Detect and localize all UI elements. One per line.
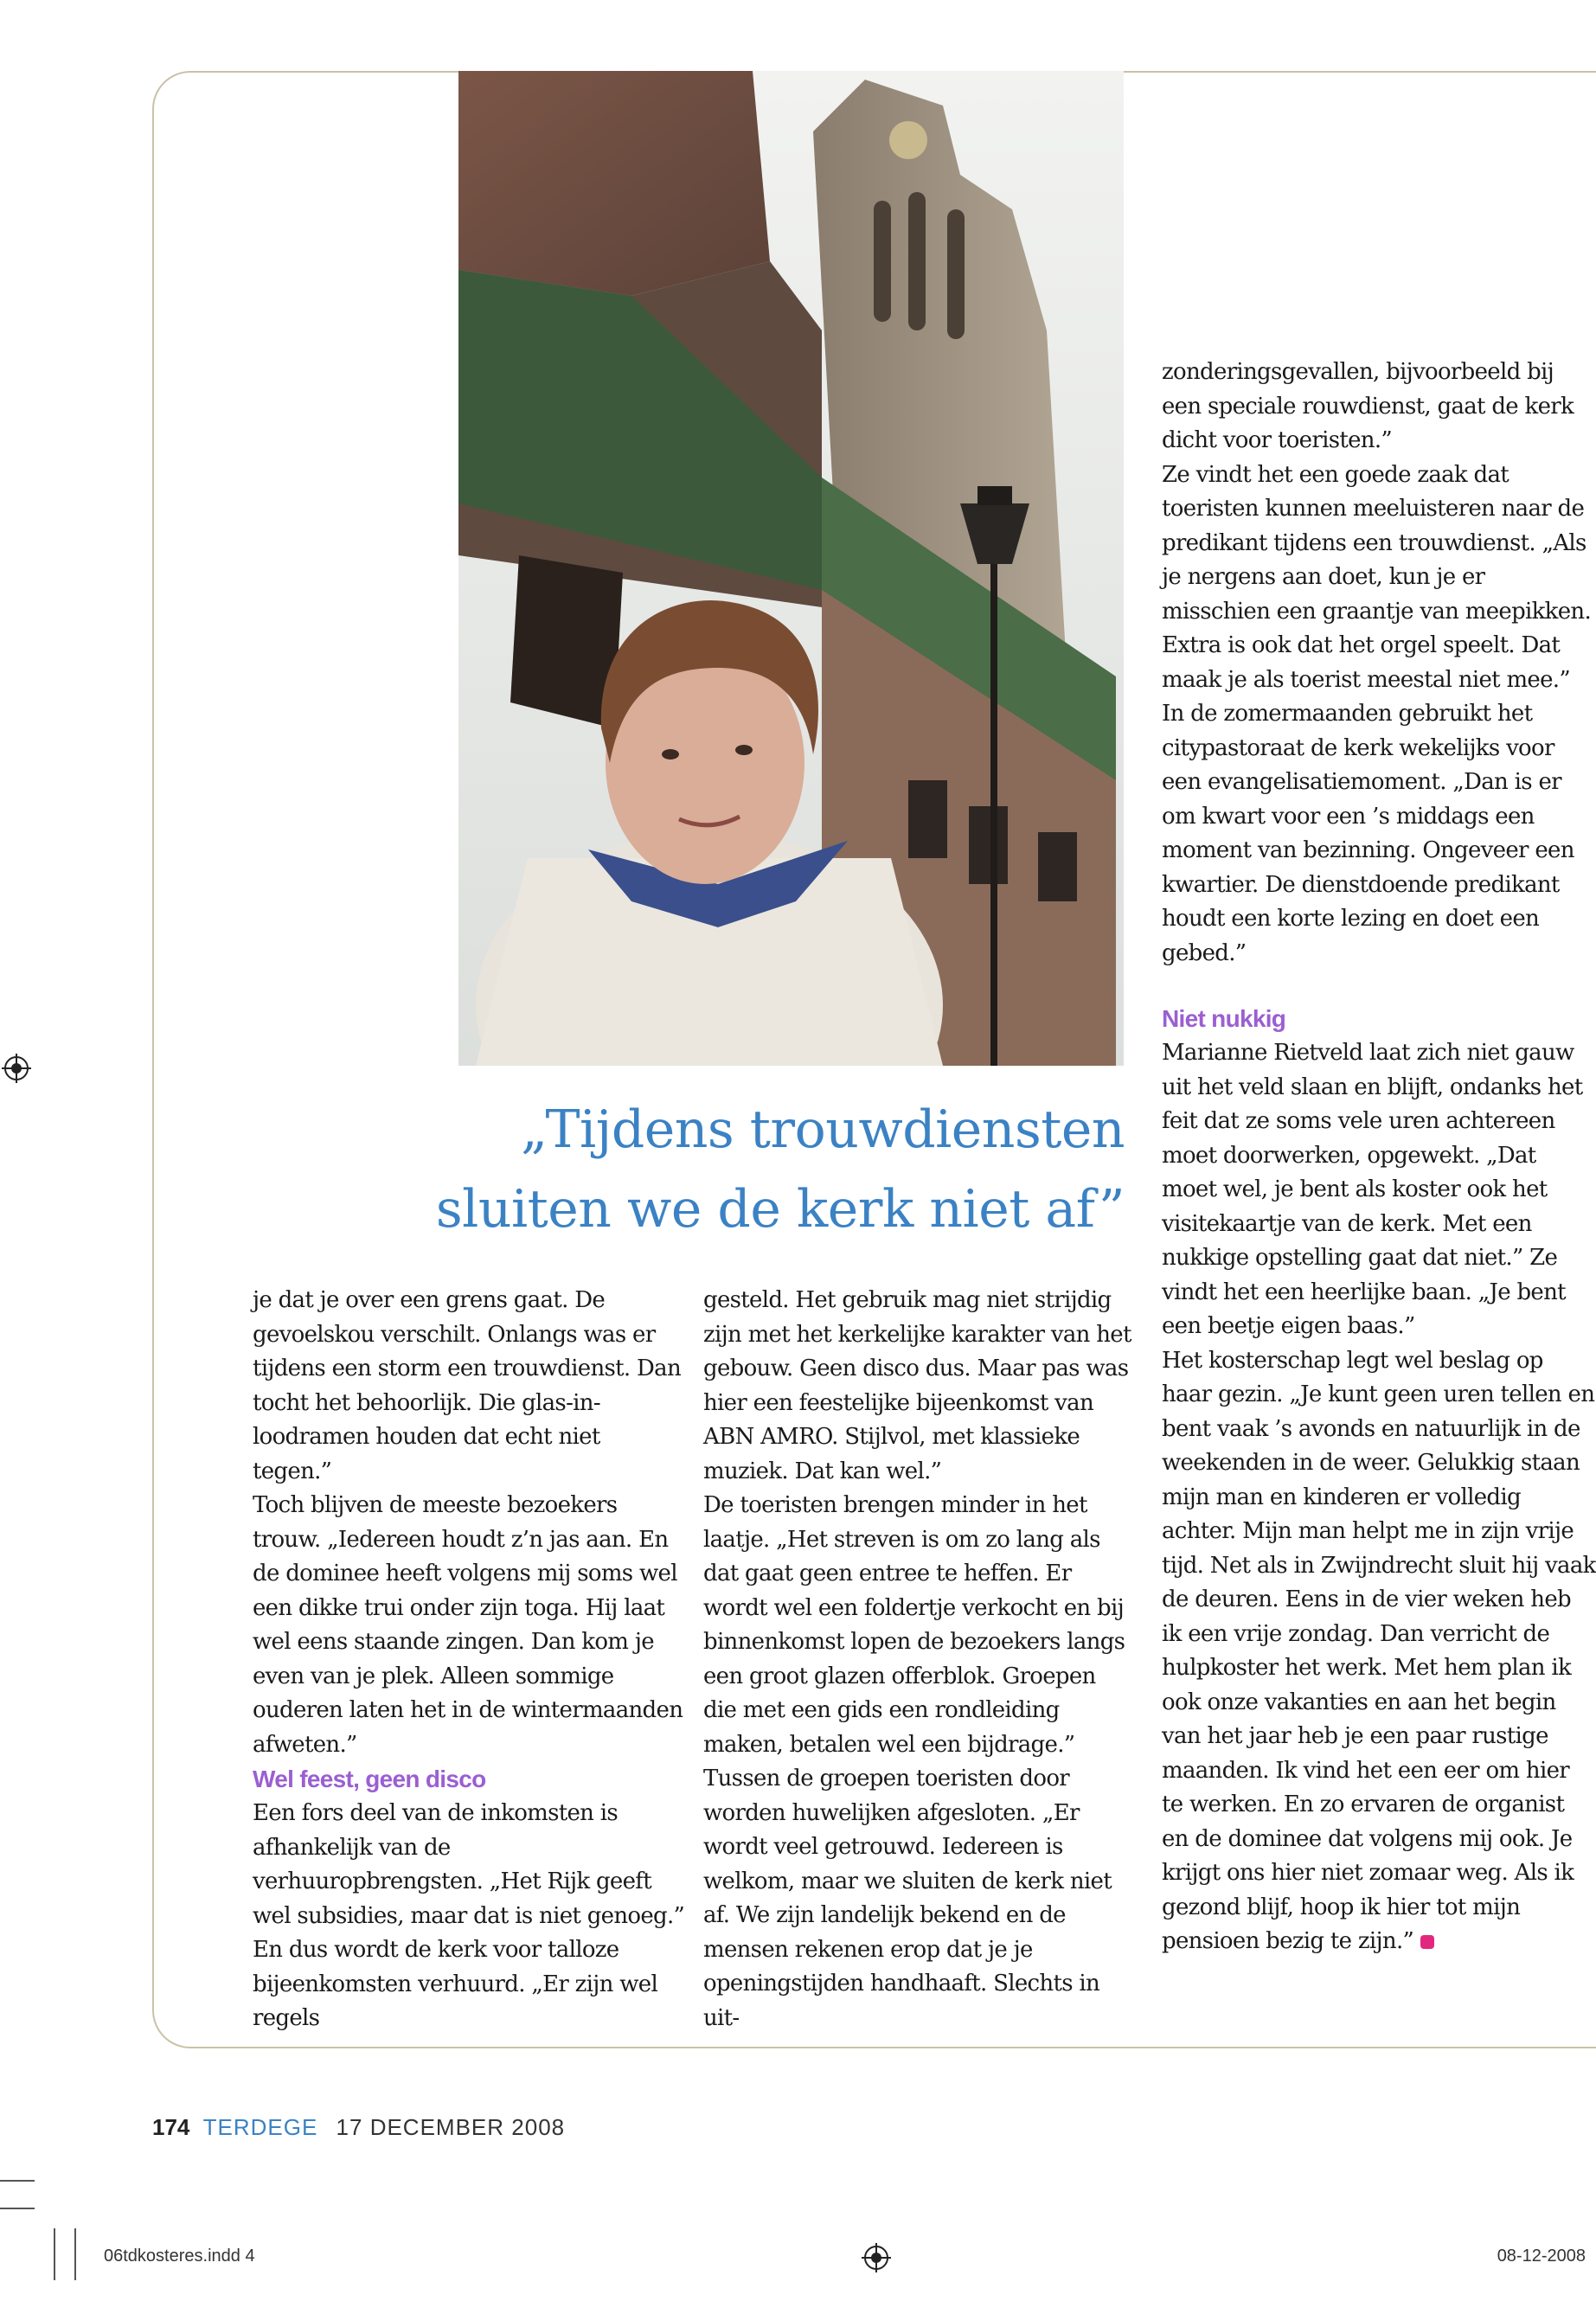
registration-mark-icon [2,1054,31,1083]
paragraph: Ze vindt het een goede zaak dat toeristen kunnen meeluisteren naar de predikant tijdens een trouwdienst. „Als je nergens aan doet, kun je er misschien een graantje van meepikken. Extra is ook dat het orgel speelt. Dat maak je als toerist meestal niet mee.” [1162,461,1592,693]
headline-line-2: sluiten we de kerk niet af” [435,1179,1125,1240]
paragraph: gesteld. Het gebruik mag niet strijdig zijn met het kerkelijke karakter van het gebouw. Geen disco dus. Maar pas was hier een feestelijke bijeenkomst van ABN AMRO. Stijlvol, met klassieke muziek. Dat kan wel.” [703,1287,1131,1484]
church-photo-illustration [458,71,1124,1066]
registration-mark-icon [862,2243,891,2272]
article-headline [346,1090,1125,1249]
paragraph-text: Het kosterschap legt wel beslag op haar gezin. „Je kunt geen uren tellen en bent vaak ’s avonds en natuurlijk in de weekenden in de weer. Gelukkig staan mijn man en kinderen er volledig achter. Mijn man helpt me in zijn vrije tijd. Net als in Zwijndrecht sluit hij vaak de deuren. Eens in de vier weken heb ik een vrije zondag. Dan verricht de hulpkoster het werk. Met hem plan ik ook onze vakanties en aan het begin van het jaar heb je een paar rustige maanden. Ik vind het een eer om hier te werken. En zo ervaren de organist en de dominee dat volgens mij ook. Je krijgt ons hier niet zomaar weg. Als ik gezond blijf, hoop ik hier tot mijn pensioen bezig te zijn.” [1162,1347,1596,1954]
crop-mark [74,2228,76,2280]
page-footer [152,2114,565,2141]
body-column-2 [703,1284,1134,2035]
page-number: 174 [152,2114,190,2140]
paragraph: zonderingsgevallen, bijvoorbeeld bij een speciale rouwdienst, gaat de kerk dicht voor toeristen.” [1162,359,1574,453]
subheading: Wel feest, geen disco [253,1766,486,1792]
paragraph: In de zomermaanden gebruikt het citypastoraat de kerk wekelijks voor een evangelisatiemoment. „Dan is er om kwart voor een ’s middags een moment van bezinning. Ongeveer een kwartier. De dienstdoende predikant houdt een korte lezing en doet een gebed.” [1162,701,1574,966]
paragraph: De toeristen brengen minder in het laatje. „Het streven is om zo lang als dat gaat geen entree te heffen. Er wordt wel een foldertje verkocht en bij binnenkomst lopen de bezoekers langs een groot glazen offerblok. Groepen die met een gids een rondleiding maken, betalen wel een bijdrage.” [703,1492,1125,1758]
paragraph: Tussen de groepen toeristen door worden huwelijken afgesloten. „Er wordt veel getrouwd. Iedereen is welkom, maar we sluiten de kerk niet af. We zijn landelijk bekend en de mensen rekenen erop dat je je openingstijden handhaaft. Slechts in uit- [703,1766,1112,2031]
paragraph: Een fors deel van de inkomsten is afhankelijk van de verhuuropbrengsten. „Het Rijk geeft wel subsidies, maar dat is niet genoeg.” En dus wordt de kerk voor talloze bijeenkomsten verhuurd. „Er zijn wel regels [253,1800,685,2031]
article-photo [458,71,1124,1066]
file-slug: 06tdkosteres.indd 4 [104,2247,255,2266]
subheading: Niet nukkig [1162,1005,1286,1032]
crop-mark [0,2180,35,2182]
body-column-3 [1162,356,1596,1959]
crop-mark [0,2208,35,2209]
end-mark-icon [1420,1935,1434,1949]
paragraph: Marianne Rietveld laat zich niet gauw uit het veld slaan en blijft, ondanks het feit dat ze soms vele uren achtereen moet doorwerken, opgewekt. „Dat moet wel, je bent als koster ook het visitekaartje van de kerk. Met een nukkige opstelling gaat dat niet.” Ze vindt het een heerlijke baan. „Je bent een beetje eigen baas.” [1162,1040,1583,1339]
body-column-1 [253,1284,685,2036]
headline-line-1: „Tijdens trouwdiensten [521,1099,1125,1160]
paragraph [1162,1344,1596,1959]
issue-date: 17 DECEMBER 2008 [336,2114,566,2140]
magazine-name: TERDEGE [202,2114,318,2140]
slug-date: 08-12-2008 [1497,2247,1586,2266]
paragraph: Toch blijven de meeste bezoekers trouw. „Iedereen houdt z’n jas aan. En de dominee heeft volgens mij soms wel een dikke trui onder zijn toga. Hij laat wel eens staande zingen. Dan kom je even van je plek. Alleen sommige ouderen laten het in de wintermaanden afweten.” [253,1492,683,1758]
crop-mark [54,2228,55,2280]
paragraph: je dat je over een grens gaat. De gevoelskou verschilt. Onlangs was er tijdens een storm een trouwdienst. Dan tocht het behoorlijk. Die glas-in-loodramen houden dat echt niet tegen.” [253,1287,681,1484]
